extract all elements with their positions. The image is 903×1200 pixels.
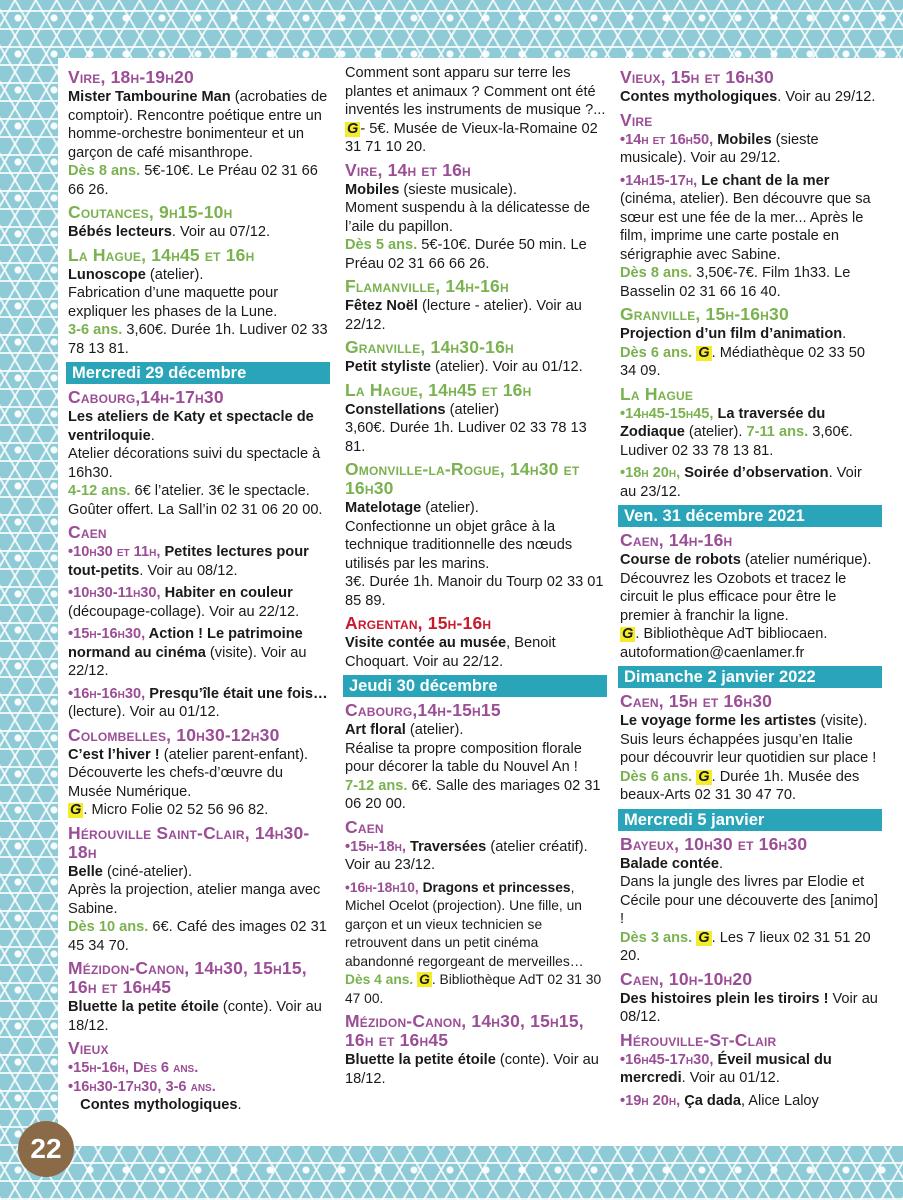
event-text: . Voir au 08/12. bbox=[139, 562, 238, 579]
event-heading: Vieux bbox=[68, 1038, 109, 1058]
event-title: Visite contée au musée bbox=[345, 635, 507, 651]
event-body bbox=[345, 1051, 607, 1088]
page-number: 22 bbox=[18, 1121, 74, 1177]
event-info: 5€-10€. Durée 50 min. Le Préau 02 31 66 66 26. bbox=[345, 237, 587, 272]
event-body bbox=[620, 405, 882, 461]
event-text: , Benoit Choquart. Voir au 22/12. bbox=[345, 635, 556, 670]
event-title: C’est l’hiver ! bbox=[68, 746, 160, 763]
gratuit-badge: G bbox=[70, 802, 82, 818]
event-body bbox=[345, 499, 607, 610]
event-text: (lecture). Voir au 01/12. bbox=[68, 704, 220, 720]
event-heading: Caen, 15h et 16h30 bbox=[620, 691, 773, 711]
age-range: Dès 8 ans. bbox=[620, 265, 693, 281]
event-body bbox=[68, 998, 330, 1035]
event-title: Petites lectures pour tout-petits bbox=[68, 544, 309, 579]
age-range: Dès 5 ans. bbox=[345, 237, 418, 253]
column-3 bbox=[620, 64, 882, 1114]
event-text: (sieste musicale). bbox=[399, 181, 517, 198]
event-time: •19h 20h, bbox=[620, 1092, 681, 1109]
age-range: 7-11 ans. bbox=[746, 424, 809, 440]
event-body bbox=[345, 401, 607, 457]
event-title: Ça dada bbox=[680, 1092, 741, 1109]
event-text: . bbox=[150, 427, 155, 444]
event-body bbox=[620, 1051, 882, 1088]
event-body bbox=[620, 131, 882, 168]
event-heading: Vieux, 15h et 16h30 bbox=[620, 67, 774, 87]
event-title: Presqu’île était une fois… bbox=[145, 685, 328, 702]
event-body bbox=[620, 1092, 882, 1111]
event-title: Balade contée bbox=[620, 855, 719, 872]
event-info: . Médiathèque 02 33 50 34 09. bbox=[620, 344, 865, 379]
event-body bbox=[68, 223, 330, 242]
event-description: Dans la jungle des livres par Elodie et Cécile pour une découverte des [animo] ! bbox=[620, 874, 878, 927]
event-heading: Coutances, 9h15-10h bbox=[68, 202, 233, 222]
event-title: Lunoscope bbox=[68, 266, 146, 283]
event-info: . Bibliothèque AdT 02 31 30 47 00. bbox=[345, 972, 602, 1006]
day-header: Ven. 31 décembre 2021 bbox=[618, 505, 882, 527]
event-description: Fabrication d’une maquette pour expliquer les phases de la Lune. bbox=[68, 285, 279, 320]
event-text: (ciné-atelier). bbox=[102, 863, 193, 880]
event-title: Contes mythologiques bbox=[80, 1097, 238, 1113]
event-time: •15h-16h30, bbox=[68, 626, 146, 642]
event-info: . Micro Folie 02 52 56 96 82. bbox=[83, 802, 269, 818]
event-title: Le chant de la mer bbox=[697, 172, 830, 189]
event-text: . bbox=[842, 326, 847, 342]
event-text: (atelier créatif). Voir au 23/12. bbox=[345, 838, 588, 873]
event-info: . Les 7 lieux 02 31 51 20 20. bbox=[620, 929, 871, 964]
column-1 bbox=[68, 64, 330, 1115]
event-text: , Alice Laloy bbox=[740, 1092, 819, 1109]
event-body bbox=[620, 712, 882, 805]
column-2 bbox=[345, 64, 607, 1092]
event-text: (atelier) bbox=[445, 401, 500, 418]
event-info: 3,60€. Durée 1h. Ludiver 02 33 78 13 81. bbox=[68, 322, 328, 357]
event-title: La traversée du Zodiaque bbox=[620, 405, 826, 440]
event-text: (visite). Suis leurs échappées jusqu’en Italie pour découvrir leur quotidien sur place ! bbox=[620, 713, 877, 766]
event-time: •15h-18h, bbox=[345, 838, 406, 855]
day-header: Jeudi 30 décembre bbox=[343, 675, 607, 697]
event-heading: Hérouville Saint-Clair, 14h30-18h bbox=[68, 822, 310, 862]
event-body bbox=[620, 990, 882, 1027]
event-info: 3€. Durée 1h. Manoir du Tourp 02 33 01 85 89. bbox=[345, 574, 604, 609]
event-heading: Granville, 15h-16h30 bbox=[620, 304, 789, 324]
age-range: Dès 6 ans. bbox=[620, 768, 693, 785]
event-description: Réalise ta propre composition florale pour décorer la table du Nouvel An ! bbox=[345, 740, 582, 775]
event-info: 6€. Salle des mariages 02 31 06 20 00. bbox=[345, 777, 601, 812]
gratuit-badge: G bbox=[347, 120, 359, 137]
event-title: Projection d’un film d’animation bbox=[620, 326, 843, 342]
event-heading: Cabourg,14h-17h30 bbox=[68, 387, 224, 407]
event-title: Constellations bbox=[345, 401, 446, 418]
event-title: Contes mythologiques bbox=[620, 89, 778, 105]
event-info: 3,50€-7€. Film 1h33. Le Basselin 02 31 66 16 40. bbox=[620, 265, 851, 300]
event-heading: Caen bbox=[345, 816, 384, 837]
gratuit-badge: G bbox=[622, 626, 634, 642]
event-title: Mobiles bbox=[345, 181, 400, 198]
event-info: 6€ l’atelier. 3€ le spectacle. Goûter offert. La Sall’in 02 31 06 20 00. bbox=[68, 483, 323, 518]
event-description: Moment suspendu à la délicatesse de l’aile du papillon. bbox=[345, 200, 591, 235]
event-text: (lecture - atelier). Voir au 22/12. bbox=[345, 298, 582, 333]
event-title: Des histoires plein les tiroirs ! bbox=[620, 990, 829, 1007]
event-body bbox=[345, 64, 607, 157]
event-body bbox=[345, 181, 607, 274]
gratuit-badge: G bbox=[698, 344, 710, 361]
event-time: •16h-16h30, bbox=[68, 685, 146, 702]
event-text: (conte). Voir au 18/12. bbox=[345, 1052, 599, 1087]
gratuit-badge: G bbox=[698, 929, 710, 946]
event-heading: Cabourg,14h-15h15 bbox=[345, 700, 501, 720]
event-heading: Caen, 10h-10h20 bbox=[620, 968, 753, 989]
event-heading: Mézidon-Canon, 14h30, 15h15, 16h et 16h45 bbox=[68, 958, 307, 997]
event-text: (sieste musicale). Voir au 29/12. bbox=[620, 131, 819, 166]
age-range: 7-12 ans. bbox=[345, 777, 408, 794]
event-title: Art floral bbox=[345, 722, 406, 738]
event-text: (cinéma, atelier). Ben découvre que sa sœur est une fée de la mer... Après le film, imprime une carte postale en sérigraphie avec Sabine. bbox=[620, 191, 871, 263]
event-text: . bbox=[718, 855, 724, 872]
event-heading: Vire bbox=[620, 109, 653, 130]
event-body bbox=[68, 584, 330, 621]
event-body bbox=[68, 543, 330, 580]
event-title: Course de robots bbox=[620, 552, 741, 568]
event-time: •16h-18h10, bbox=[345, 879, 419, 895]
event-title: Petit styliste bbox=[345, 359, 431, 375]
event-heading: Granville, 14h30-16h bbox=[345, 337, 514, 357]
event-title: Belle bbox=[68, 863, 103, 880]
age-range: Dès 4 ans. bbox=[345, 972, 414, 987]
event-body bbox=[620, 855, 882, 966]
event-heading: Colombelles, 10h30-12h30 bbox=[68, 724, 280, 745]
event-info: 5€-10€. Le Préau 02 31 66 66 26. bbox=[68, 163, 318, 198]
event-text: . Voir au 29/12. bbox=[777, 89, 876, 105]
event-time: •15h-16h, Dès 6 ans. bbox=[68, 1060, 199, 1076]
day-header: Mercredi 5 janvier bbox=[618, 809, 882, 831]
event-heading: Vire, 18h-19h20 bbox=[68, 67, 194, 87]
event-title: Éveil musical du mercredi bbox=[620, 1051, 832, 1086]
event-title: Matelotage bbox=[345, 500, 422, 516]
event-body bbox=[620, 172, 882, 302]
event-heading: La Hague, 14h45 et 16h bbox=[345, 379, 532, 400]
event-title: Habiter en couleur bbox=[160, 585, 293, 601]
age-range: Dès 8 ans. bbox=[68, 163, 141, 179]
gratuit-badge: G bbox=[698, 768, 710, 785]
event-text: . Voir au 01/12. bbox=[681, 1070, 780, 1086]
event-text: . Voir au 23/12. bbox=[620, 465, 862, 500]
event-body bbox=[345, 879, 607, 1009]
age-range: Dès 3 ans. bbox=[620, 929, 693, 946]
event-title: Fêtez Noël bbox=[345, 298, 418, 314]
event-text: (atelier). Voir au 01/12. bbox=[430, 359, 583, 375]
event-heading: La Hague, 14h45 et 16h bbox=[68, 244, 255, 265]
event-title: Bébés lecteurs bbox=[68, 224, 172, 240]
event-text: (atelier). bbox=[145, 266, 204, 283]
event-time: •16h30-17h30, 3-6 ans. bbox=[68, 1078, 216, 1095]
event-time: •18h 20h, bbox=[620, 465, 681, 481]
event-heading: Omonville-la-Rogue, 14h30 et 16h30 bbox=[345, 459, 580, 498]
event-info: . Durée 1h. Musée des beaux-Arts 02 31 30 47 70. bbox=[620, 768, 860, 803]
event-body bbox=[345, 297, 607, 334]
event-heading: Flamanville, 14h-16h bbox=[345, 276, 509, 296]
event-body bbox=[345, 634, 607, 671]
event-text: (atelier). bbox=[405, 722, 464, 738]
event-heading: Bayeux, 10h30 et 16h30 bbox=[620, 833, 808, 854]
event-heading: Caen bbox=[68, 522, 107, 542]
event-info: 3,60€. Durée 1h. Ludiver 02 33 78 13 81. bbox=[345, 420, 587, 455]
event-text: (découpage-collage). Voir au 22/12. bbox=[68, 603, 300, 620]
event-text: (atelier numérique). Découvrez les Ozobots et tracez le circuit le plus efficace pour être le premier à franchir la ligne. bbox=[620, 552, 872, 624]
event-title: Bluette la petite étoile bbox=[68, 999, 219, 1015]
event-text: (acrobaties de comptoir). Rencontre poétique entre un homme-orchestre bonimenteur et un garçon de café misanthrope. bbox=[68, 89, 328, 161]
event-body bbox=[68, 746, 330, 820]
event-body bbox=[345, 358, 607, 377]
event-title: Action ! Le patrimoine normand au cinéma bbox=[68, 626, 303, 661]
event-info: - 5€. Musée de Vieux-la-Romaine 02 31 71 10 20. bbox=[345, 120, 598, 155]
event-body bbox=[68, 1059, 330, 1115]
event-body bbox=[620, 464, 882, 501]
event-text: (visite). Voir au 22/12. bbox=[68, 644, 307, 679]
event-title: Le voyage forme les artistes bbox=[620, 713, 817, 729]
event-time: •14h et 16h50, bbox=[620, 131, 714, 148]
age-range: 3-6 ans. bbox=[68, 322, 123, 338]
age-range: Dès 6 ans. bbox=[620, 344, 693, 361]
event-description: Après la projection, atelier manga avec Sabine. bbox=[68, 882, 321, 917]
event-heading: La Hague bbox=[620, 383, 694, 404]
event-time: •16h45-17h30, bbox=[620, 1051, 714, 1068]
event-body bbox=[345, 838, 607, 875]
event-title: Soirée d’observation bbox=[680, 465, 829, 481]
event-description: Atelier décorations suivi du spectacle à 16h30. bbox=[68, 446, 321, 481]
event-description: Confectionne un objet grâce à la technique traditionnelle des nœuds utilisés par les marins. bbox=[345, 518, 573, 572]
event-body bbox=[68, 863, 330, 956]
event-text: , Michel Ocelot (projection). Une fille, un garçon et un vieux technicien se retrouvent dans un petit cinéma abandonné regorgeant de merveilles… bbox=[345, 879, 584, 969]
event-info: 6€. Café des images 02 31 45 34 70. bbox=[68, 919, 327, 954]
event-text: Voir au 08/12. bbox=[620, 990, 878, 1025]
event-info: . Bibliothèque AdT bibliocaen. autoformation@caenlamer.fr bbox=[620, 626, 828, 661]
event-title: Mobiles bbox=[713, 131, 772, 148]
event-heading: Caen, 14h-16h bbox=[620, 530, 733, 550]
event-title: Dragons et princesses bbox=[418, 879, 571, 895]
event-heading: Argentan, 15h-16h bbox=[345, 613, 492, 633]
event-body bbox=[620, 325, 882, 381]
age-range: Dès 10 ans. bbox=[68, 919, 149, 935]
event-body bbox=[68, 266, 330, 359]
event-time: •14h45-15h45, bbox=[620, 405, 714, 422]
event-body bbox=[68, 625, 330, 681]
event-body bbox=[620, 551, 882, 662]
event-body bbox=[68, 408, 330, 519]
event-title: Mister Tambourine Man bbox=[68, 89, 231, 105]
event-text: (atelier). bbox=[421, 500, 479, 516]
event-time: •10h30 et 11h, bbox=[68, 544, 161, 560]
event-body bbox=[620, 88, 882, 107]
event-description: Comment sont apparu sur terre les plantes et animaux ? Comment ont été inventés les instruments de musique ?... bbox=[345, 65, 606, 118]
event-title: Les ateliers de Katy et spectacle de ventriloquie bbox=[68, 409, 314, 444]
agenda-content bbox=[58, 58, 903, 1146]
event-time: •10h30-11h30, bbox=[68, 585, 161, 601]
event-time: •14h15-17h, bbox=[620, 172, 698, 189]
event-info: 3,60€. Ludiver 02 33 78 13 81. bbox=[620, 424, 853, 459]
event-heading: Hérouville-St-Clair bbox=[620, 1029, 777, 1050]
event-text: (conte). Voir au 18/12. bbox=[68, 999, 322, 1034]
event-body bbox=[68, 685, 330, 722]
event-text: . bbox=[237, 1097, 242, 1113]
event-title: Traversées bbox=[405, 838, 487, 855]
day-header: Dimanche 2 janvier 2022 bbox=[618, 666, 882, 688]
event-body bbox=[345, 721, 607, 814]
event-heading: Mézidon-Canon, 14h30, 15h15, 16h et 16h45 bbox=[345, 1011, 584, 1050]
gratuit-badge: G bbox=[419, 972, 430, 987]
age-range: 4-12 ans. bbox=[68, 483, 131, 499]
event-text: . Voir au 07/12. bbox=[171, 224, 271, 240]
event-text: (atelier parent-enfant). Découverte les chefs-d’œuvre du Musée Numérique. bbox=[68, 746, 309, 800]
day-header: Mercredi 29 décembre bbox=[66, 362, 330, 384]
event-body bbox=[68, 88, 330, 199]
event-text: (atelier). bbox=[684, 424, 747, 440]
event-heading: Vire, 14h et 16h bbox=[345, 159, 471, 180]
event-title: Bluette la petite étoile bbox=[345, 1052, 496, 1068]
